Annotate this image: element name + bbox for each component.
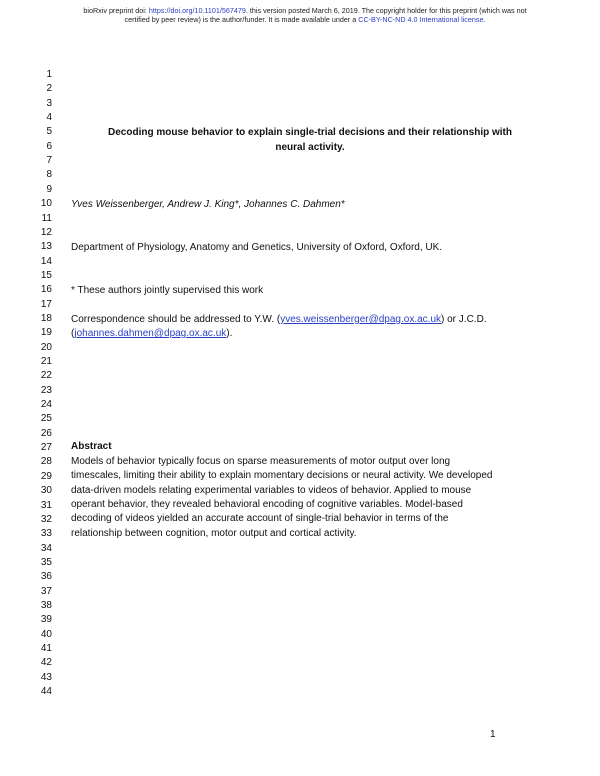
line-number: 12 [40, 226, 52, 238]
line-number: 9 [46, 183, 52, 195]
line-number: 41 [40, 643, 52, 654]
line-number: 20 [40, 341, 52, 353]
line-number: 3 [46, 97, 52, 109]
line-number: 36 [40, 571, 52, 583]
abstract-line: Models of behavior typically focus on sparse measurements of motor output over long [71, 456, 451, 467]
correspondence-open: ( [71, 328, 75, 339]
header-line-1 [40, 6, 570, 15]
header-line-2 [40, 15, 570, 24]
line-number: 17 [40, 298, 52, 310]
line-number: 5 [46, 126, 52, 138]
paper-title [60, 126, 560, 155]
email-link-jcd[interactable]: johannes.dahmen@dpag.ox.ac.uk [74, 328, 227, 339]
line-number: 34 [40, 542, 52, 554]
line-number: 21 [40, 356, 52, 367]
header-prefix: bioRxiv preprint doi: [83, 6, 149, 15]
line-number: 35 [40, 556, 52, 568]
header-line2-suffix: . [483, 15, 486, 24]
line-number: 15 [40, 269, 52, 281]
line-number: 24 [40, 399, 52, 411]
footnote: * These authors jointly supervised this work [71, 285, 264, 296]
line-number: 22 [40, 370, 52, 382]
line-number: 11 [41, 212, 52, 224]
line-number: 10 [40, 198, 52, 210]
correspondence-prefix: Correspondence should be addressed to Y.W. ( [71, 314, 281, 325]
line-number: 31 [40, 499, 52, 511]
abstract-line: decoding of videos yielded an accurate account of single-trial behavior in terms of the [71, 513, 449, 524]
line-number: 13 [40, 241, 52, 253]
affiliation: Department of Physiology, Anatomy and Genetics, University of Oxford, Oxford, UK. [71, 242, 443, 253]
header-mid: . this version posted March 6, 2019. The copyright holder for this preprint (which was not [245, 6, 527, 15]
line-number: 18 [40, 312, 52, 324]
line-number: 27 [40, 442, 52, 454]
abstract-line: operant behavior, they revealed behavioral encoding of cognitive variables. Model-based [71, 499, 463, 510]
line-number: 23 [40, 384, 52, 396]
line-number: 7 [46, 155, 52, 167]
title-line-1: Decoding mouse behavior to explain single-trial decisions and their relationship with [108, 127, 512, 138]
abstract-line: timescales, limiting their ability to explain momentary decisions or neural activity. We developed [71, 470, 493, 481]
line-number: 32 [40, 513, 52, 525]
correspondence-line-1 [71, 314, 487, 326]
line-number: 4 [46, 112, 52, 124]
line-number: 30 [40, 485, 52, 497]
line-number: 38 [40, 599, 52, 611]
preprint-header [40, 6, 570, 24]
line-number: 25 [40, 413, 52, 425]
abstract-line: relationship between cognition, motor output and cortical activity. [71, 528, 357, 539]
line-number: 16 [40, 284, 52, 296]
line-number: 19 [40, 327, 52, 339]
line-number: 14 [40, 255, 52, 267]
line-number: 39 [40, 614, 52, 626]
abstract-line: data-driven models relating experimental variables to videos of behavior. Applied to mouse [71, 485, 472, 496]
correspondence-mid: ) or J.C.D. [441, 314, 487, 325]
line-number: 37 [40, 585, 52, 597]
line-number: 42 [40, 657, 52, 669]
correspondence-close: ). [226, 328, 233, 339]
email-link-yw[interactable]: yves.weissenberger@dpag.ox.ac.uk [280, 314, 442, 325]
line-number: 6 [46, 140, 52, 152]
line-number: 2 [46, 83, 52, 95]
license-link[interactable]: CC-BY-NC-ND 4.0 International license [358, 15, 484, 24]
line-number: 40 [40, 628, 52, 640]
line-number: 33 [40, 528, 52, 540]
line-number: 28 [40, 456, 52, 468]
line-number: 44 [40, 686, 52, 698]
page-number: 1 [490, 729, 496, 740]
authors: Yves Weissenberger, Andrew J. King*, Johannes C. Dahmen* [71, 199, 345, 210]
line-number: 1 [46, 69, 52, 80]
line-number: 26 [40, 427, 52, 439]
abstract-heading: Abstract [71, 441, 112, 452]
line-number: 29 [40, 470, 52, 482]
header-line2-prefix: certified by peer review) is the author/funder. It is made available under a [124, 15, 359, 24]
doi-link[interactable]: https://doi.org/10.1101/567479 [148, 6, 246, 15]
line-number: 43 [40, 671, 52, 683]
line-number: 8 [46, 169, 52, 181]
title-line-2: neural activity. [275, 141, 345, 153]
correspondence-line-2 [71, 328, 232, 340]
